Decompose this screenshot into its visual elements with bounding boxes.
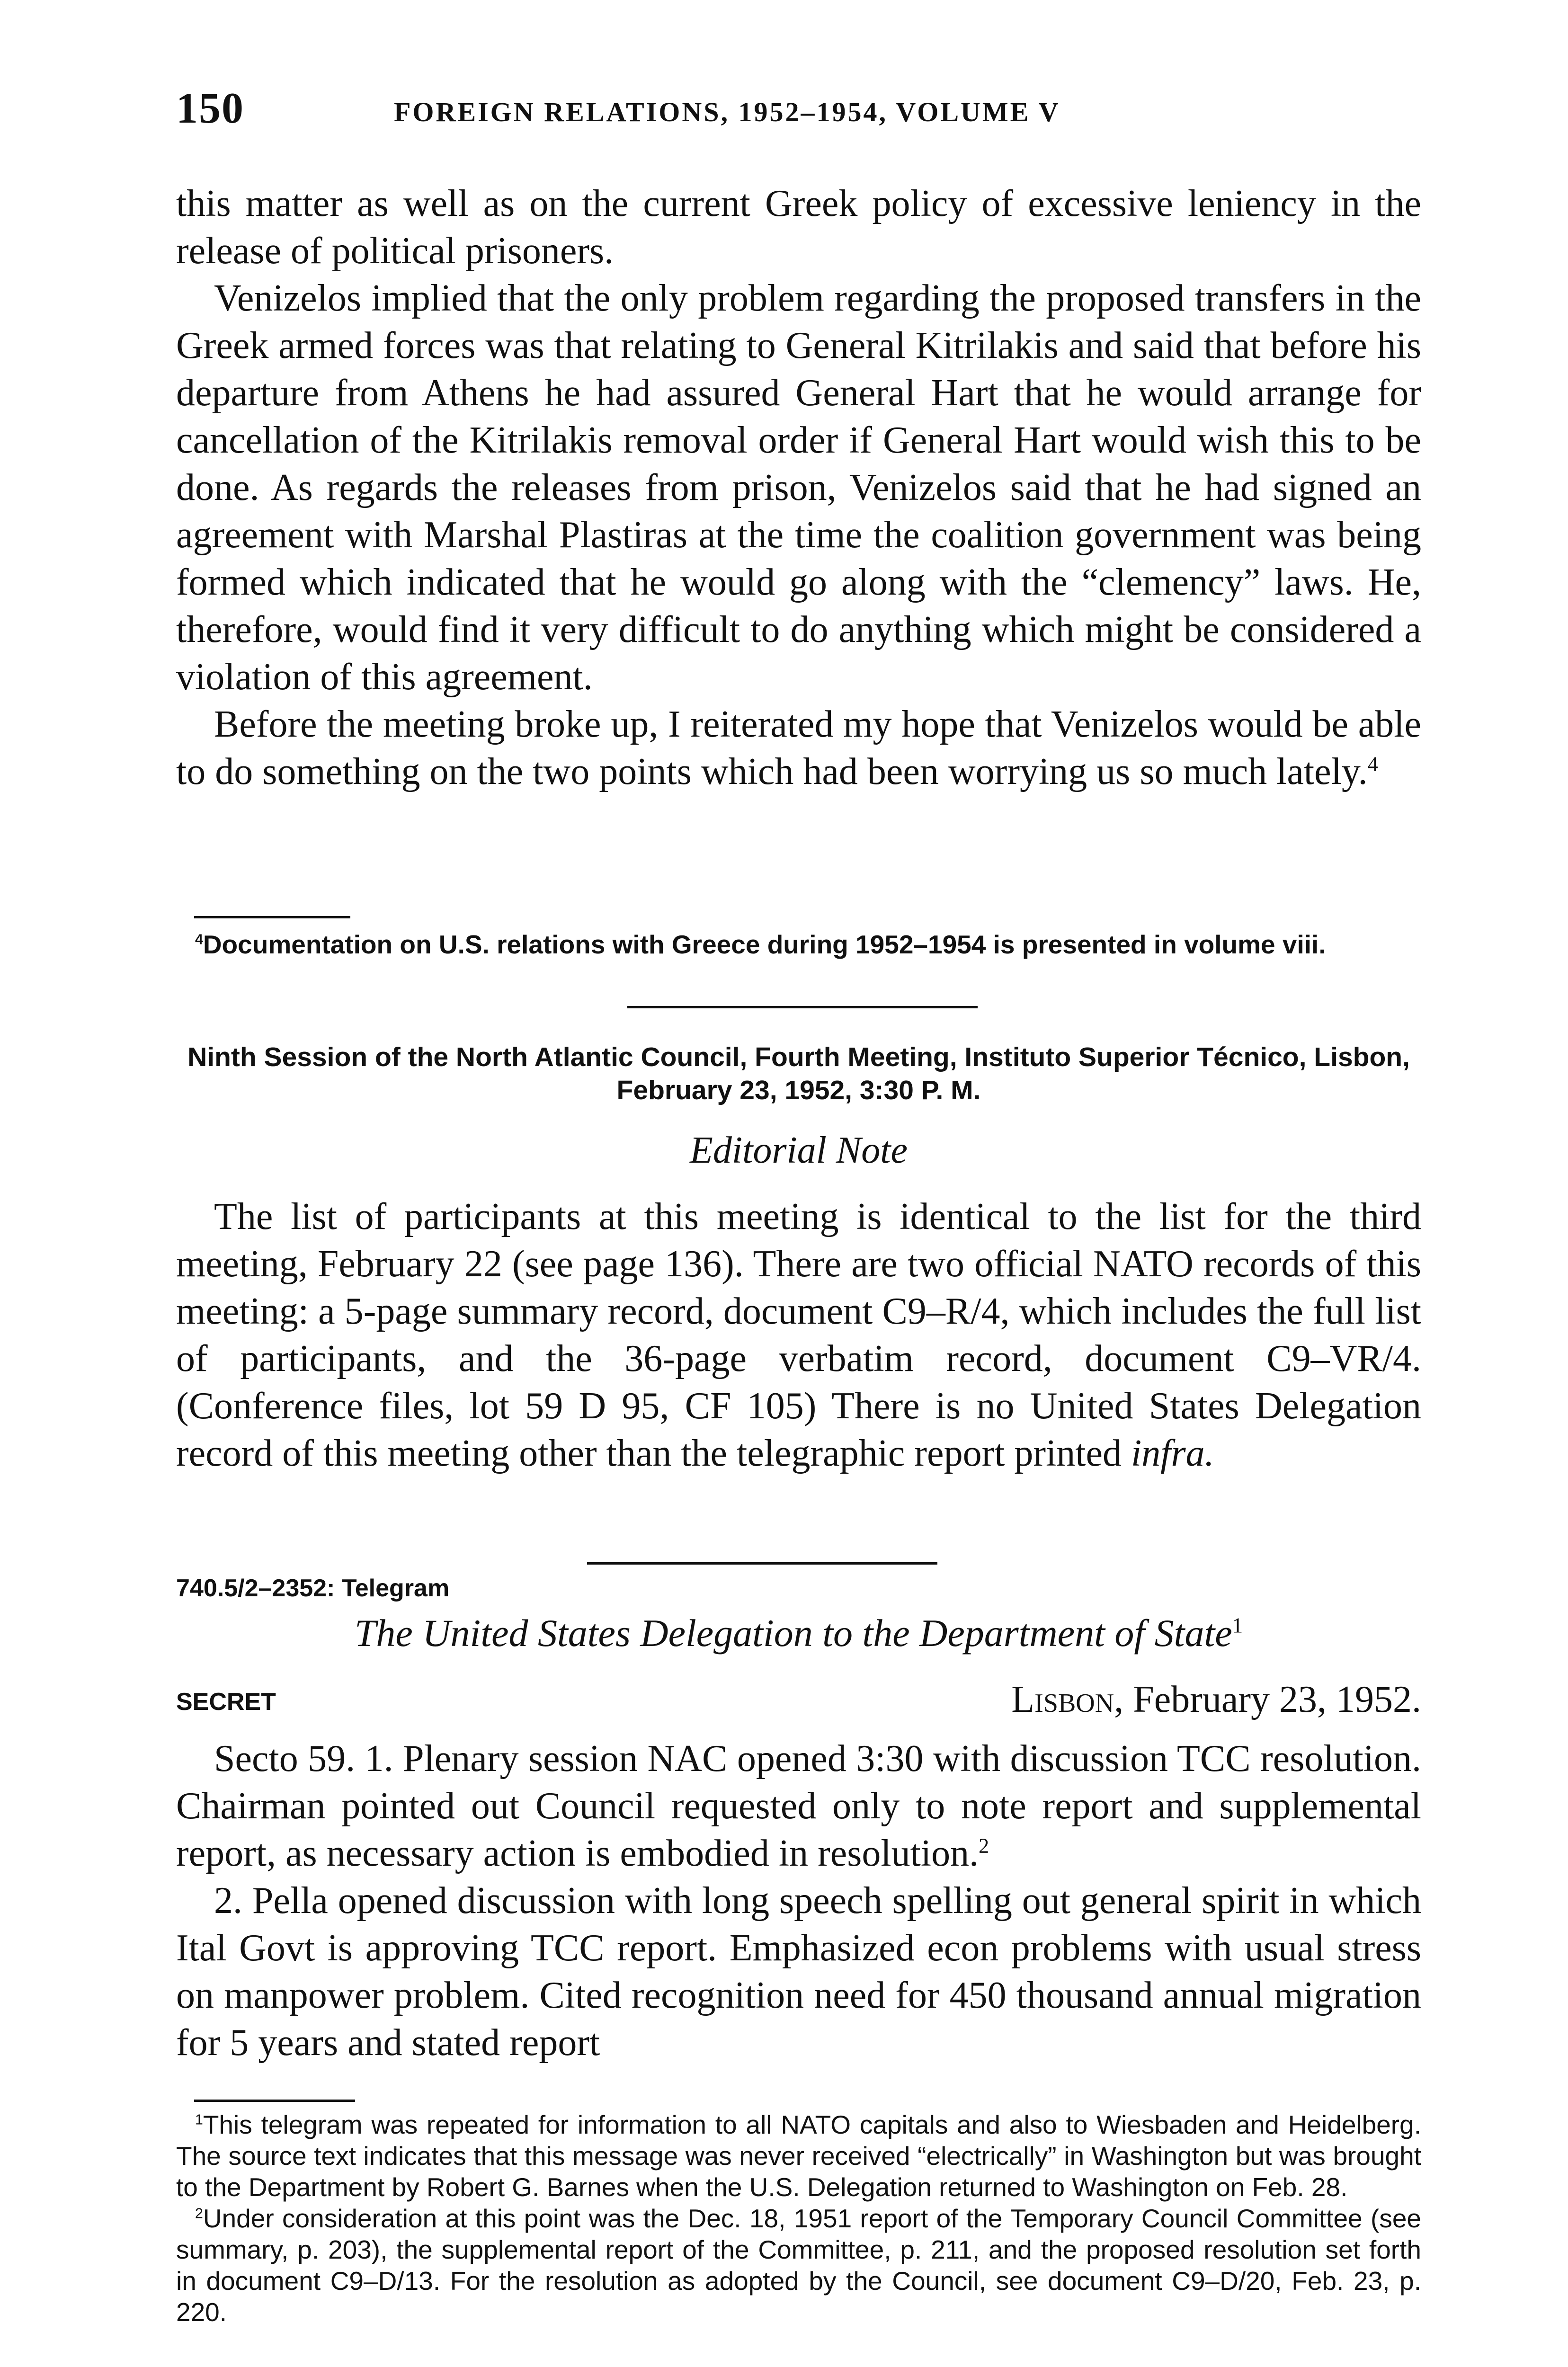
telegram-paragraph-2: 2. Pella opened discussion with long speech spelling out general spirit in which Ital Govt is approving TCC report. Emphasized econ problems with usual stress on manpower problem. Cited recognition need for 450 thousand annual migration for 5 years and stated report <box>176 1880 1421 2064</box>
telegram-file-ref: 740.5/2–2352: Telegram <box>176 1575 450 1602</box>
footnote-2-text: Under consideration at this point was the Dec. 18, 1951 report of the Temporary Council Committee (see summary, p. 203), the supplemental report of the Committee, p. 211, and the proposed resolution set forth in document C9–D/13. For the resolution as adopted by the Council, see document C9–D/20, Feb. 23, p. 220. <box>176 2204 1421 2327</box>
dateline-date: , February 23, 1952. <box>1114 1679 1421 1720</box>
footnote-divider-2 <box>194 2100 355 2102</box>
intro-block <box>176 180 1421 795</box>
footnotes-block <box>176 2109 1421 2328</box>
telegram-dateline <box>176 1678 1421 1726</box>
footnote-2-mark: 2 <box>195 2206 203 2222</box>
telegram-paragraph-1: Secto 59. 1. Plenary session NAC opened 3:30 with discussion TCC resolution. Chairman pointed out Council requested only to note report and supplemental report, as necessary action is embodied in resolution. <box>176 1738 1421 1874</box>
footnote-4-mark: 4 <box>195 932 203 948</box>
telegram-heading: The United States Delegation to the Department of State <box>354 1611 1232 1655</box>
footnote-1-text: This telegram was repeated for information to all NATO capitals and also to Wiesbaden and Heidelberg. The source text indicates that this message was never received “electrically” in Washington but was brought to the Department by Robert G. Barnes when the U.S. Delegation returned to Washington on Feb. 28. <box>176 2110 1421 2202</box>
footnote-ref-1[interactable]: 1 <box>1232 1613 1243 1637</box>
page-header <box>176 83 1426 154</box>
telegram-body <box>176 1735 1421 2066</box>
dateline-place: Lisbon <box>1011 1679 1114 1720</box>
footnote-2 <box>176 2203 1421 2328</box>
footnote-4-text: Documentation on U.S. relations with Greece during 1952–1954 is presented in volume viii. <box>203 930 1326 959</box>
footnote-ref-2[interactable]: 2 <box>979 1834 989 1858</box>
session-title: Ninth Session of the North Atlantic Council, Fourth Meeting, Instituto Superior Técnico, Lisbon, February 23, 1952, 3:30 P. M. <box>187 1042 1410 1105</box>
classification-label: SECRET <box>176 1688 276 1716</box>
footnote-1-mark: 1 <box>195 2112 203 2128</box>
running-title: FOREIGN RELATIONS, 1952–1954, VOLUME V <box>394 97 1060 127</box>
intro-paragraph-3 <box>176 701 1421 795</box>
section-divider-1 <box>627 1006 978 1008</box>
intro-paragraph-2: Venizelos implied that the only problem regarding the proposed transfers in the Greek armed forces was that relating to General Kitrilakis and said that before his departure from Athens he had assured General Hart that he would arrange for cancellation of the Kitrilakis removal order if General Hart would wish this to be done. As regards the releases from prison, Venizelos said that he had signed an agreement with Marshal Plastiras at the time the coalition government was being formed which indicated that he would go along with the “clemency” laws. He, therefore, would find it very difficult to do anything which might be considered a violation of this agreement. <box>176 277 1421 698</box>
editorial-note-text: The list of participants at this meeting is identical to the list for the third meeting, February 22 (see page 136). There are two official NATO records of this meeting: a 5-page summary record, document C9–R/4, which includes the full list of participants, and the 36-page verbatim record, document C9–VR/4. (Conference files, lot 59 D 95, CF 105) There is no United States Delegation record of this meeting other than the telegraphic report printed <box>176 1196 1421 1474</box>
footnote-4 <box>176 929 1421 960</box>
editorial-heading-block <box>176 1127 1421 1174</box>
session-title-block <box>176 1041 1421 1107</box>
telegram-file-ref-block <box>176 1574 1421 1602</box>
dateline <box>1011 1678 1421 1721</box>
footnote-divider <box>194 916 350 918</box>
editorial-note <box>176 1193 1421 1477</box>
editorial-note-infra: infra. <box>1131 1433 1214 1474</box>
editorial-note-heading: Editorial Note <box>690 1130 908 1171</box>
section-divider-2 <box>587 1562 937 1565</box>
telegram-heading-block <box>176 1610 1421 1657</box>
footnote-1 <box>176 2109 1421 2203</box>
footnote-ref-4[interactable]: 4 <box>1367 752 1378 776</box>
page-number: 150 <box>176 84 244 132</box>
intro-paragraph-1: this matter as well as on the current Greek policy of excessive leniency in the release of political prisoners. <box>176 183 1421 272</box>
intro-paragraph-3-text: Before the meeting broke up, I reiterated my hope that Venizelos would be able to do something on the two points which had been worrying us so much lately. <box>176 703 1421 792</box>
